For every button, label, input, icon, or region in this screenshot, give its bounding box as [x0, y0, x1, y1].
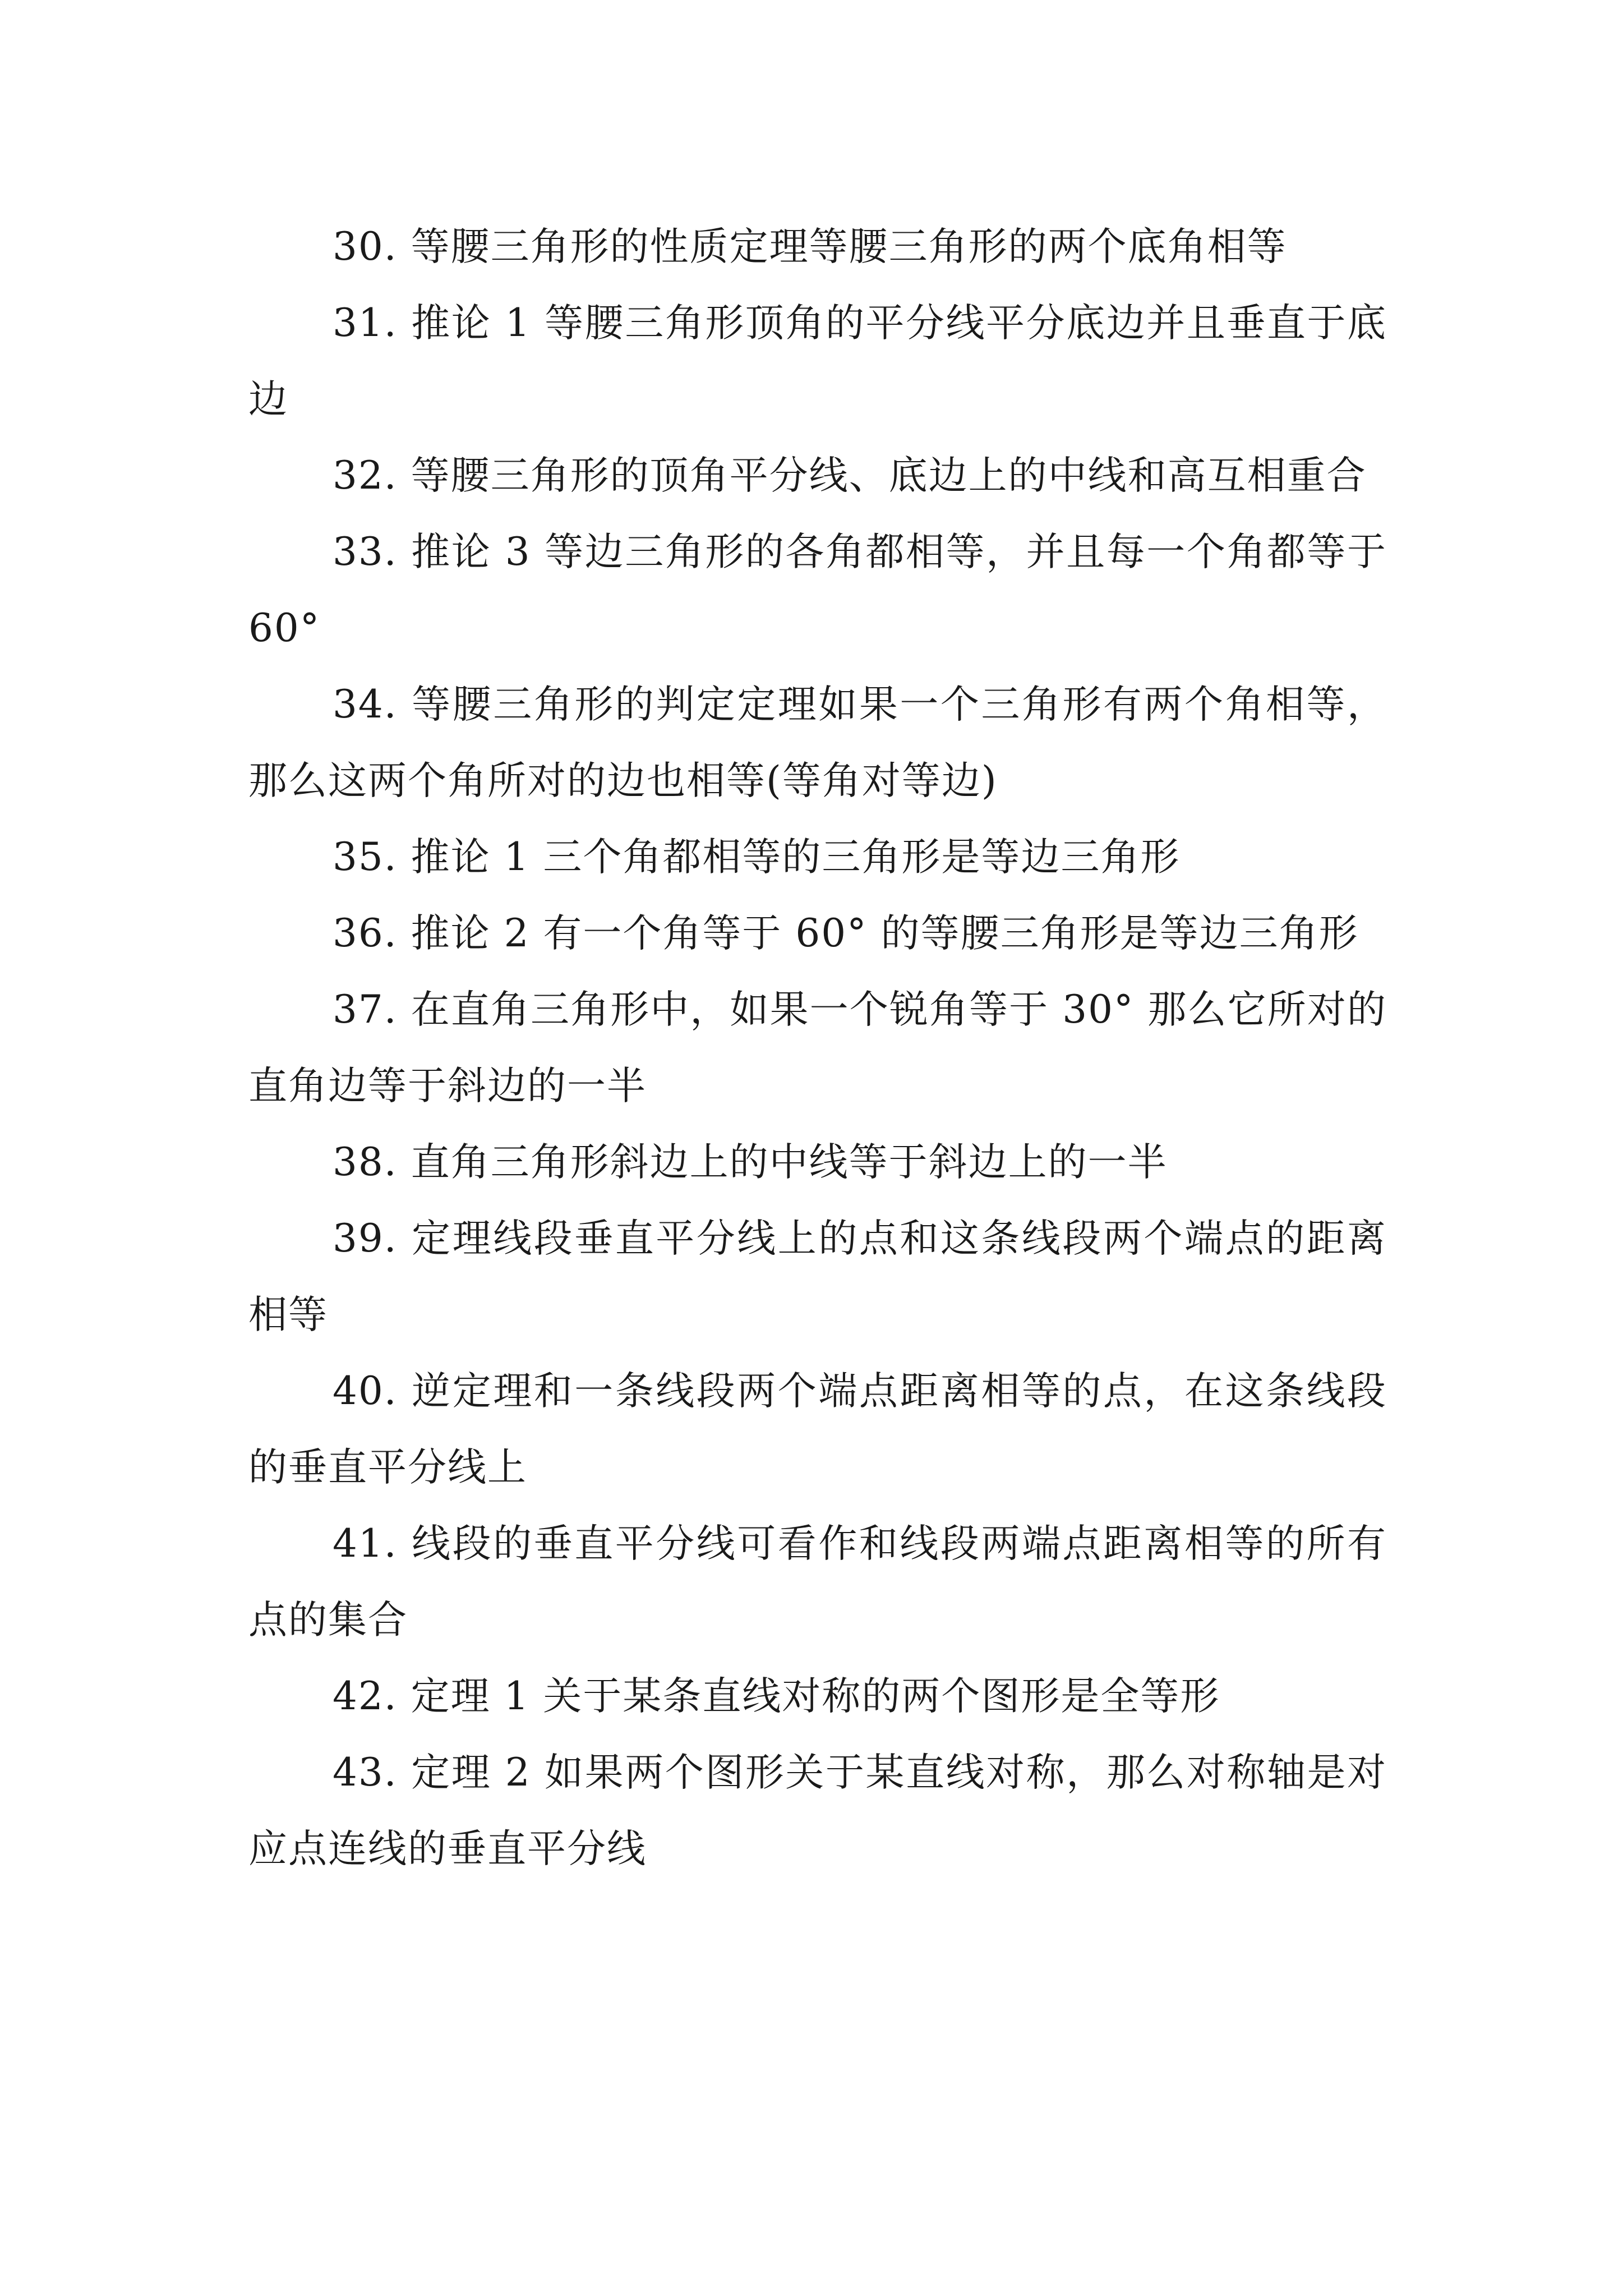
theorem-40: 40. 逆定理和一条线段两个端点距离相等的点，在这条线段的垂直平分线上: [248, 1369, 1387, 1490]
theorem-34: 34. 等腰三角形的判定定理如果一个三角形有两个角相等，那么这两个角所对的边也相等(等角对等边): [248, 682, 1387, 803]
theorem-32: 32. 等腰三角形的顶角平分线、底边上的中线和高互相重合: [333, 453, 1367, 498]
theorem-42: 42. 定理 1 关于某条直线对称的两个图形是全等形: [333, 1674, 1220, 1719]
theorem-38: 38. 直角三角形斜边上的中线等于斜边上的一半: [333, 1140, 1168, 1185]
theorem-33: 33. 推论 3 等边三角形的各角都相等，并且每一个角都等于 60°: [248, 530, 1387, 651]
theorem-36: 36. 推论 2 有一个角等于 60° 的等腰三角形是等边三角形: [333, 911, 1359, 956]
theorem-37: 37. 在直角三角形中，如果一个锐角等于 30° 那么它所对的直角边等于斜边的一半: [248, 987, 1387, 1108]
theorem-41: 41. 线段的垂直平分线可看作和线段两端点距离相等的所有点的集合: [248, 1521, 1387, 1642]
document-body: [248, 209, 1387, 1887]
theorem-31: 31. 推论 1 等腰三角形顶角的平分线平分底边并且垂直于底边: [248, 301, 1387, 422]
theorem-39: 39. 定理线段垂直平分线上的点和这条线段两个端点的距离相等: [248, 1216, 1387, 1337]
theorem-43: 43. 定理 2 如果两个图形关于某直线对称，那么对称轴是对应点连线的垂直平分线: [248, 1750, 1387, 1871]
theorem-35: 35. 推论 1 三个角都相等的三角形是等边三角形: [333, 835, 1181, 880]
theorem-30: 30. 等腰三角形的性质定理等腰三角形的两个底角相等: [333, 224, 1287, 269]
